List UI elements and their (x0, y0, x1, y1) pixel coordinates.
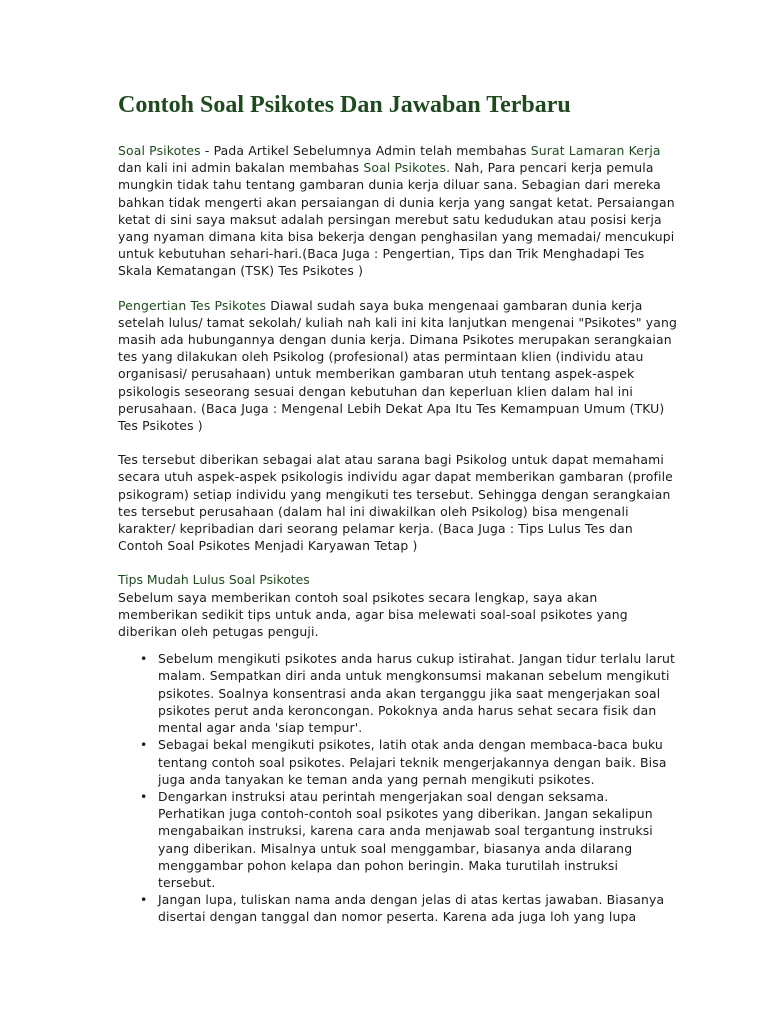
text-segment: Pengertian (118, 297, 191, 313)
bullet-icon: • (140, 651, 148, 667)
list-item-text: Jangan lupa, tuliskan nama anda dengan jelas di atas kertas jawaban. Biasanya disertai dengan tanggal dan nomor peserta. Karena ada juga loh yang lupa (158, 892, 665, 925)
list-item (140, 891, 678, 925)
list-item-text: Dengarkan instruksi atau perintah mengerjakan soal dengan seksama. Perhatikan juga contoh-contoh soal psikotes yang diberikan. Jangan sekalipun mengabaikan instruksi, karena cara anda menjawab soal tergantung instruksi yang diberikan. Misalnya untuk soal menggambar, biasanya anda dilarang menggambar pohon kelapa dan pohon beringin. Maka turutilah instruksi tersebut. (158, 788, 653, 890)
text-segment: Diawal sudah saya buka mengenaai gambaran dunia kerja setelah lulus/ tamat sekolah/ kuliah nah kali ini kita lanjutkan mengenai "Psikotes" yang masih ada hubungannya dengan dunia kerja. Dimana Psikotes merupakan serangkaian tes yang dilakukan oleh Psikolog (profesional) atas permintaan klien (individu atau organisasi/ perusahaan) untuk memberikan gambaran utuh tentang aspek-aspek psikologis seseorang sesuai dengan kebutuhan dan keperluan klien dalam hal ini perusahaan. (Baca Juga : Mengenal Lebih Dekat Apa Itu Tes Kemampuan Umum (TKU) Tes Psikotes ) (118, 297, 678, 434)
paragraph-pengertian (118, 297, 678, 435)
link-tes-psikotes[interactable]: Tes Psikotes (190, 297, 267, 313)
bullet-icon: • (140, 788, 148, 804)
list-item-text: Sebelum mengikuti psikotes anda harus cukup istirahat. Jangan tidur terlalu larut malam. Sempatkan diri anda untuk mengkonsumsi makanan sebelum mengikuti psikotes. Soalnya konsentrasi anda akan terganggu jika saat mengerjakan soal psikotes perut anda keroncongan. Pokoknya anda harus sehat secara fisik dan mental agar anda 'siap tempur'. (158, 651, 676, 736)
text-segment: Nah, Para pencari kerja pemula mungkin tidak tahu tentang gambaran dunia kerja diluar sana. Sebagian dari mereka bahkan tidak mengerti akan persaiangan di dunia kerja yang sangat ketat. Persaiangan ketat di sini saya maksut adalah persingan merebut satu kedudukan atau posisi kerja yang nyaman dimana kita bisa bekerja dengan penghasilan yang memadai/ mencukupi untuk kebutuhan sehari-hari.(Baca Juga : Pengertian, Tips dan Trik Menghadapi Tes Skala Kematangan (TSK) Tes Psikotes ) (118, 160, 675, 279)
text-segment: dan kali ini admin bakalan membahas (118, 160, 364, 176)
link-surat-lamaran-kerja[interactable]: Surat Lamaran Kerja (530, 143, 661, 158)
list-item (140, 788, 678, 891)
list-item-text: Sebagai bekal mengikuti psikotes, latih otak anda dengan membaca-baca buku tentang contoh soal psikotes. Pelajari teknik mengerjakannya dengan baik. Bisa juga anda tanyakan ke teman anda yang pernah mengikuti psikotes. (158, 737, 667, 787)
list-item (140, 736, 678, 788)
list-item (140, 650, 678, 736)
bullet-icon: • (140, 892, 148, 908)
paragraph-intro (118, 142, 678, 280)
tips-list (118, 650, 678, 925)
article (118, 90, 678, 926)
text-segment: - Pada Artikel Sebelumnya Admin telah membahas (200, 143, 531, 158)
paragraph-tips-intro: Sebelum saya memberikan contoh soal psikotes secara lengkap, saya akan memberikan sedikit tips untuk anda, agar bisa melewati soal-soal psikotes yang diberikan oleh petugas penguji. (118, 589, 628, 640)
link-soal-psikotes-2[interactable]: Soal Psikotes. (363, 160, 451, 176)
link-soal-psikotes[interactable]: Soal Psikotes (118, 143, 201, 158)
section-heading-tips: Tips Mudah Lulus Soal Psikotes (118, 572, 310, 588)
page-title: Contoh Soal Psikotes Dan Jawaban Terbaru (118, 92, 571, 118)
paragraph-tes: Tes tersebut diberikan sebagai alat atau sarana bagi Psikolog untuk dapat memahami secara utuh aspek-aspek psikologis individu agar dapat memberikan gambaran (profile psikogram) setiap individu yang mengikuti tes tersebut. Sehingga dengan serangkaian tes tersebut perusahaan (dalam hal ini diwakilkan oleh Psikolog) bisa mengenali karakter/ kepribadian dari seorang pelamar kerja. (Baca Juga : Tips Lulus Tes dan Contoh Soal Psikotes Menjadi Karyawan Tetap ) (118, 452, 673, 554)
bullet-icon: • (140, 737, 148, 753)
